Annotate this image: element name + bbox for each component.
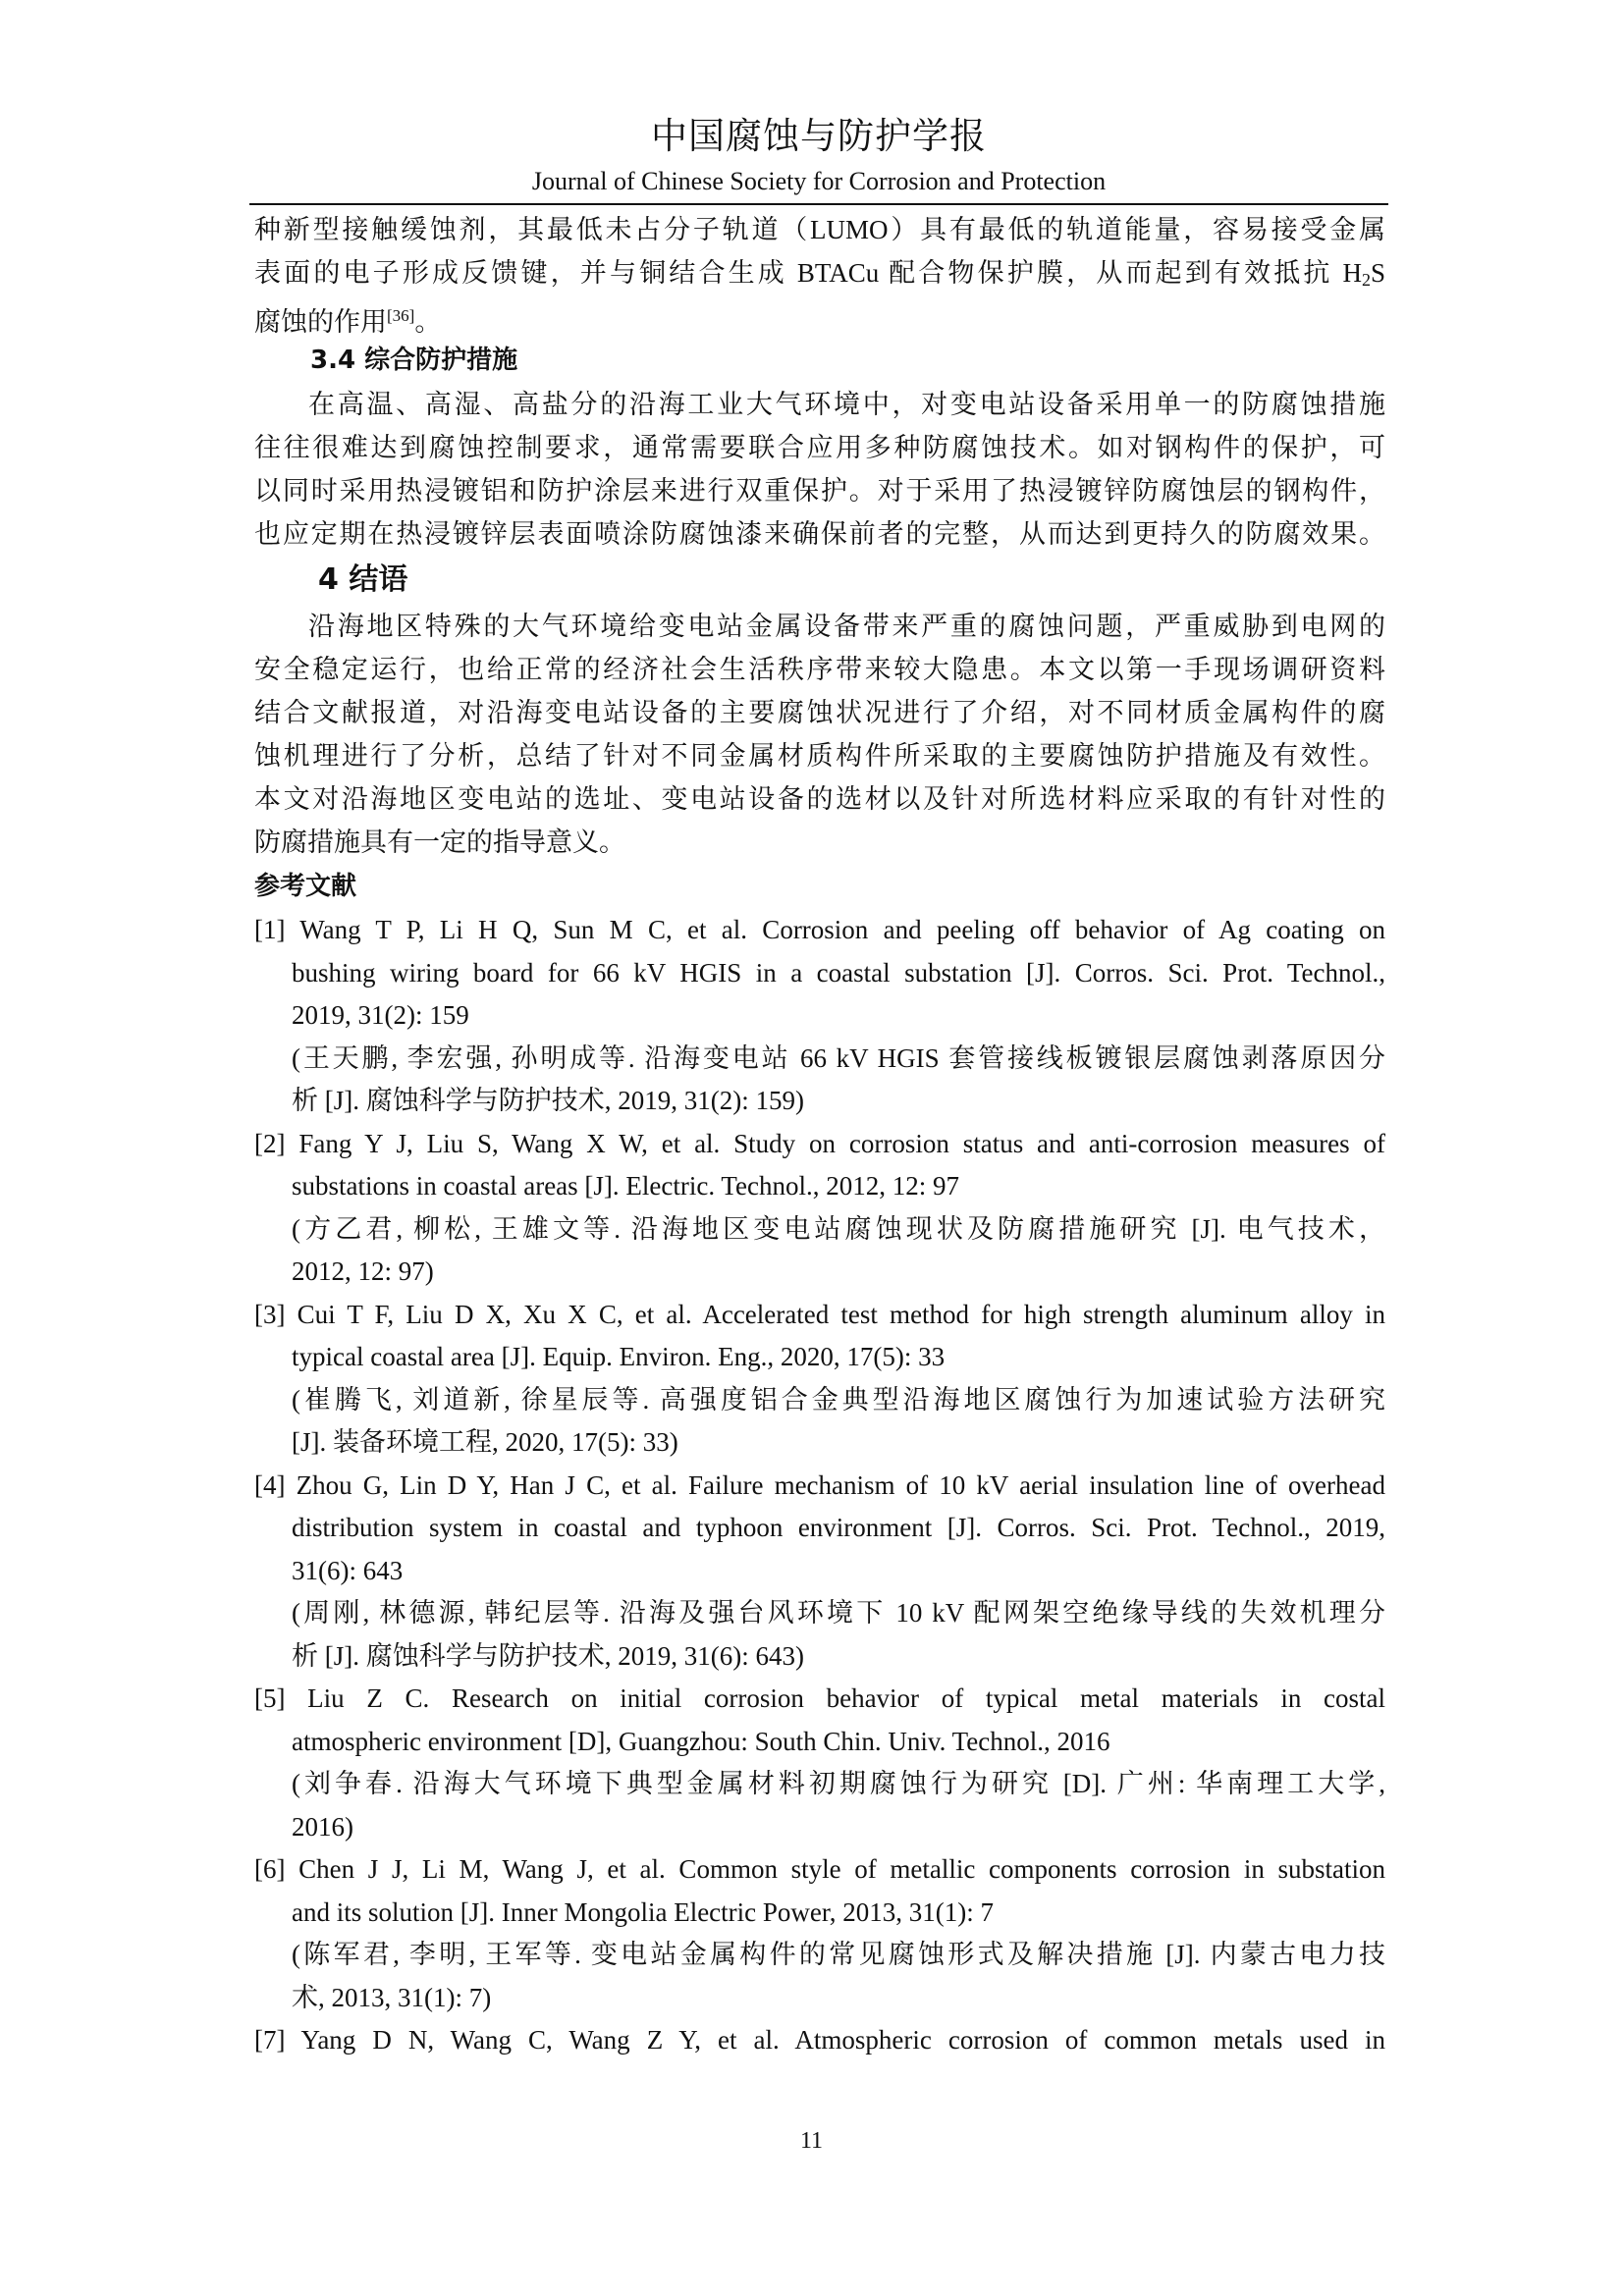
reference-item [254, 2019, 1385, 2062]
reference-line: [5] Liu Z C. Research on initial corrosion behavior of typical metal materials in costal [254, 1683, 1385, 1713]
reference-line: 术, 2013, 31(1): 7) [292, 1982, 492, 2012]
reference-line: 析 [J]. 腐蚀科学与防护技术, 2019, 31(6): 643) [292, 1640, 804, 1671]
body-text [254, 208, 1385, 2062]
text-run: 表面的电子形成反馈键，并与铜结合生成 BTACu 配合物保护膜，从而起到有效抵抗 H [254, 258, 1362, 288]
reference-line: distribution system in coastal and typhoon environment [J]. Corros. Sci. Prot. Technol., 2019, [292, 1513, 1385, 1542]
reference-item [254, 1678, 1385, 1848]
reference-item [254, 1294, 1385, 1465]
reference-line: substations in coastal areas [J]. Electric. Technol., 2012, 12: 97 [292, 1171, 959, 1201]
text-run: 腐蚀的作用 [254, 307, 387, 337]
paragraph-line: 结合文献报道，对沿海变电站设备的主要腐蚀状况进行了介绍，对不同材质金属构件的腐 [254, 698, 1385, 727]
section-heading-4: 4 结语 [318, 562, 408, 597]
paragraph-line: 往往很难达到腐蚀控制要求，通常需要联合应用多种防腐蚀技术。如对钢构件的保护，可 [254, 433, 1385, 462]
running-header [249, 110, 1388, 200]
reference-line: (陈军君, 李明, 王军等. 变电站金属构件的常见腐蚀形式及解决措施 [J]. 内蒙古电力技 [292, 1940, 1385, 1969]
reference-line: [6] Chen J J, Li M, Wang J, et al. Common style of metallic components corrosion in substation [254, 1854, 1385, 1884]
paragraph-line: 本文对沿海地区变电站的选址、变电站设备的选材以及针对所选材料应采取的有针对性的 [254, 784, 1385, 814]
reference-line: (周刚, 林德源, 韩纪层等. 沿海及强台风环境下 10 kV 配网架空绝缘导线的失效机理分 [292, 1598, 1385, 1628]
reference-line: and its solution [J]. Inner Mongolia Electric Power, 2013, 31(1): 7 [292, 1896, 995, 1927]
subscript: 2 [1361, 270, 1371, 290]
reference-item [254, 1465, 1385, 1679]
paragraph-line: 沿海地区特殊的大气环境给变电站金属设备带来严重的腐蚀问题，严重威胁到电网的 [308, 612, 1385, 641]
paragraph-line: 也应定期在热浸镀锌层表面喷涂防腐蚀漆来确保前者的完整，从而达到更持久的防腐效果。 [254, 519, 1385, 549]
journal-title-cn: 中国腐蚀与防护学报 [651, 115, 987, 157]
reference-line: (刘争春. 沿海大气环境下典型金属材料初期腐蚀行为研究 [D]. 广州: 华南理工大学, [292, 1769, 1385, 1798]
paragraph-line: 安全稳定运行，也给正常的经济社会生活秩序带来较大隐患。本文以第一手现场调研资料 [254, 655, 1385, 684]
reference-line: atmospheric environment [D], Guangzhou: South Chin. Univ. Technol., 2016 [292, 1726, 1110, 1756]
header-rule [249, 203, 1388, 205]
text-run: S [1370, 258, 1385, 288]
reference-item [254, 1123, 1385, 1294]
paragraph-line: 种新型接触缓蚀剂，其最低未占分子轨道（LUMO）具有最低的轨道能量，容易接受金属 [254, 215, 1385, 244]
section-heading-3-4: 3.4 综合防护措施 [310, 346, 518, 375]
paragraph-line: 蚀机理进行了分析，总结了针对不同金属材质构件所采取的主要腐蚀防护措施及有效性。 [254, 741, 1385, 771]
reference-line: [1] Wang T P, Li H Q, Sun M C, et al. Corrosion and peeling off behavior of Ag coating on [254, 915, 1385, 944]
reference-line: 2019, 31(2): 159 [292, 1000, 469, 1030]
reference-line: (方乙君, 柳松, 王雄文等. 沿海地区变电站腐蚀现状及防腐措施研究 [J]. 电气技术， [292, 1213, 1385, 1244]
reference-line: bushing wiring board for 66 kV HGIS in a coastal substation [J]. Corros. Sci. Prot. Technol., [292, 957, 1385, 988]
reference-line: 31(6): 643 [292, 1555, 404, 1585]
journal-title-en: Journal of Chinese Society for Corrosion and Protection [531, 167, 1107, 195]
reference-line: (崔腾飞, 刘道新, 徐星辰等. 高强度铝合金典型沿海地区腐蚀行为加速试验方法研究 [292, 1384, 1385, 1415]
reference-line: [J]. 装备环境工程, 2020, 17(5): 33) [292, 1427, 678, 1457]
page-number: 11 [799, 2128, 824, 2154]
text-run: 。 [414, 307, 442, 337]
reference-line: [2] Fang Y J, Liu S, Wang X W, et al. Study on corrosion status and anti-corrosion measures of [254, 1128, 1385, 1158]
reference-line: 2012, 12: 97) [292, 1256, 434, 1286]
reference-item [254, 909, 1385, 1123]
paragraph-line [254, 294, 1385, 338]
reference-item [254, 1848, 1385, 2019]
reference-line: typical coastal area [J]. Equip. Environ. Eng., 2020, 17(5): 33 [292, 1342, 946, 1371]
paragraph-line: 防腐措施具有一定的指导意义。 [254, 828, 625, 857]
paragraph-line [254, 251, 1385, 294]
reference-line: (王天鹏, 李宏强, 孙明成等. 沿海变电站 66 kV HGIS 套管接线板镀银层腐蚀剥落原因分 [292, 1042, 1385, 1073]
reference-line: [7] Yang D N, Wang C, Wang Z Y, et al. Atmospheric corrosion of common metals used in [254, 2025, 1385, 2055]
references-heading: 参考文献 [254, 872, 357, 901]
reference-line: [4] Zhou G, Lin D Y, Han J C, et al. Failure mechanism of 10 kV aerial insulation line of overhead [254, 1469, 1385, 1500]
reference-line: 析 [J]. 腐蚀科学与防护技术, 2019, 31(2): 159) [292, 1086, 804, 1115]
reference-line: [3] Cui T F, Liu D X, Xu X C, et al. Accelerated test method for high strength aluminum alloy in [254, 1299, 1385, 1329]
paragraph-line: 以同时采用热浸镀铝和防护涂层来进行双重保护。对于采用了热浸镀锌防腐蚀层的钢构件， [254, 476, 1385, 506]
citation-superscript: [36] [387, 306, 415, 325]
paragraph-line: 在高温、高湿、高盐分的沿海工业大气环境中，对变电站设备采用单一的防腐蚀措施 [308, 390, 1385, 419]
reference-line: 2016) [292, 1811, 353, 1842]
